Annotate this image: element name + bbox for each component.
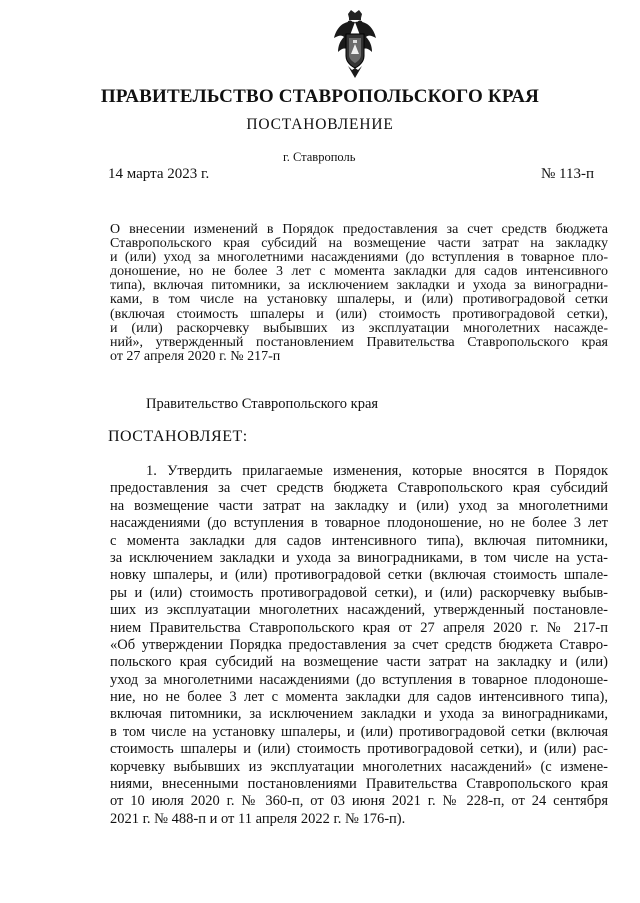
body-line: новку шпалеры, и (или) противоградовой сетки (включая стоимость шпале- (110, 567, 608, 584)
body-line: ры и (или) стоимость противоградовой сетки), и (или) раскорчевку выбыв- (110, 584, 608, 601)
subject-line: и (или) уход за многолетними насаждениями (до вступления в товарное пло- (110, 250, 608, 266)
subject-line: ний», утвержденный постановлением Правительства Ставропольского края (110, 334, 608, 350)
document-number: № 113-п (540, 166, 594, 182)
body-line: на возмещение части затрат на закладку и (или) уход за многолетними (110, 497, 608, 514)
body-line: польского края субсидий на возмещение части затрат на закладку и (или) (110, 654, 608, 671)
subject-line: от 27 апреля 2020 г. № 217-п (110, 348, 281, 364)
subject-line: Ставропольского края субсидий на возмещение части затрат на закладку (110, 236, 608, 252)
document-type: ПОСТАНОВЛЕНИЕ (246, 116, 394, 133)
body-line: ших из эксплуатации многолетних насаждений, утвержденный постановле- (110, 602, 608, 619)
body-line: 1. Утвердить прилагаемые изменения, которые вносятся в Порядок (146, 463, 608, 479)
issuing-authority: Правительство Ставропольского края (146, 396, 379, 412)
city-label: г. Ставрополь (283, 150, 356, 164)
body-line: насаждениями (до вступления в товарное плодоношение, но не более 3 лет (110, 515, 608, 532)
body-line: 2021 г. № 488-п и от 11 апреля 2022 г. № 176-п). (110, 810, 406, 827)
body-line: ниями, внесенными постановлениями Правительства Ставропольского края (110, 776, 608, 793)
subject-line: О внесении изменений в Порядок предоставления за счет средств бюджета (110, 222, 608, 237)
body-line: нием Правительства Ставропольского края от 27 апреля 2020 г. № 217-п (110, 619, 608, 636)
document-subject (110, 223, 608, 364)
subject-line: (включая стоимость шпалеры и (или) стоимость противоградовой сетки), (110, 306, 608, 322)
body-line: предоставления за счет средств бюджета Ставропольского края субсидий (110, 480, 608, 497)
body-line: за исключением закладки и ухода за виноградниками, в том числе на уста- (110, 549, 608, 566)
subject-line: ками, в том числе на установку шпалеры, и (или) противоградовой сетки (110, 292, 608, 308)
subject-line: и (или) раскорчевку выбывших из эксплуатации многолетних насажде- (110, 320, 608, 336)
body-line: уход за многолетними насаждениями (до вступления в товарное плодоноше- (110, 671, 608, 688)
body-line: от 10 июля 2020 г. № 360-п, от 03 июня 2021 г. № 228-п, от 24 сентября (110, 793, 608, 810)
subject-line: доношение, но не более 3 лет с момента закладки для садов интенсивного (110, 264, 608, 280)
subject-line: типа), включая питомники, за исключением закладки и ухода за виноградни- (110, 278, 608, 294)
body-line: корчевку выбывших из эксплуатации многолетних насаждений» (с измене- (110, 758, 608, 775)
body-line: «Об утверждении Порядка предоставления за счет средств бюджета Ставро- (110, 636, 608, 653)
body-line: включая питомники, за исключением закладки и ухода за виноградниками, (110, 706, 608, 723)
body-line: с момента закладки для садов интенсивного типа), включая питомники, (110, 532, 608, 549)
coat-of-arms-icon (331, 8, 379, 82)
decree-word: ПОСТАНОВЛЯЕТ: (108, 428, 248, 445)
resolution-body (110, 463, 608, 828)
government-title: ПРАВИТЕЛЬСТВО СТАВРОПОЛЬСКОГО КРАЯ (100, 86, 540, 107)
body-line: стоимость шпалеры и (или) стоимость противоградовой сетки), и (или) рас- (110, 741, 608, 758)
body-line: ние, но не более 3 лет с момента закладки для садов интенсивного типа), (110, 689, 608, 706)
body-line: в том числе на установку шпалеры, и (или) противоградовой сетки (включая (110, 723, 608, 740)
document-date: 14 марта 2023 г. (108, 166, 210, 182)
